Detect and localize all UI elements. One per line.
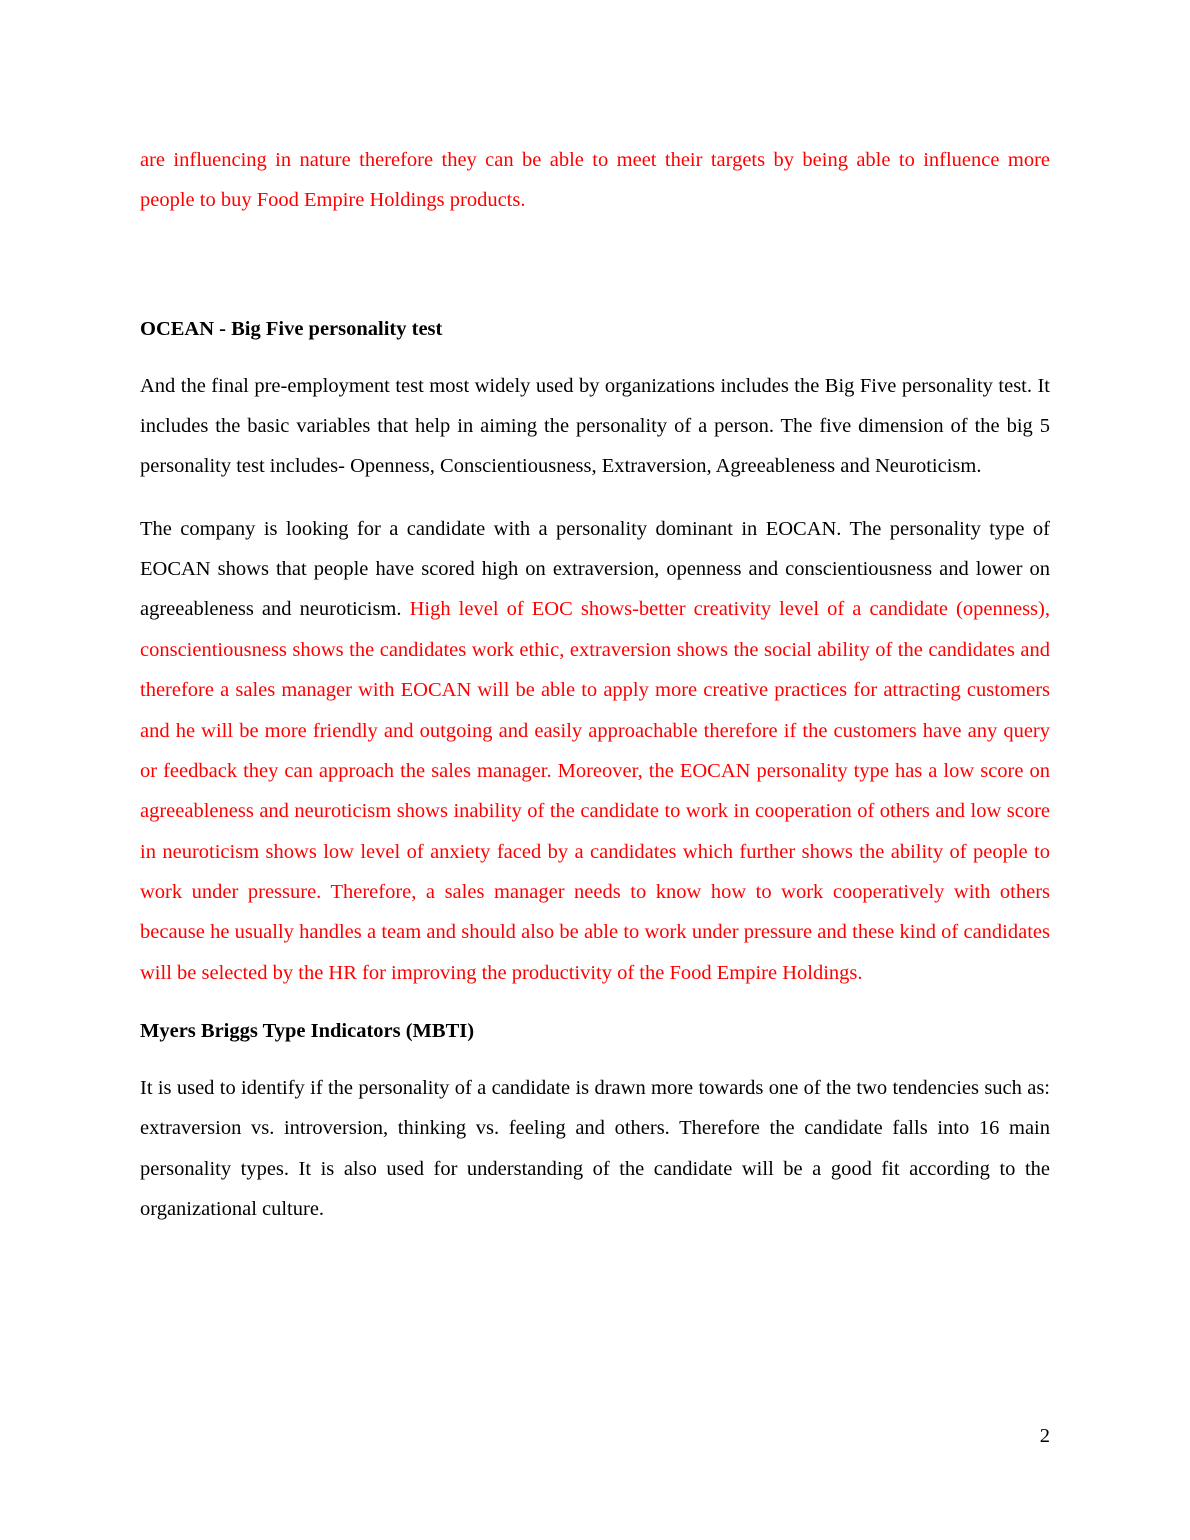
page-number: 2 (1039, 1425, 1050, 1447)
paragraph-big-five-intro: And the final pre-employment test most widely used by organizations includes the Big Five personality test. It includes the basic variables that help in aiming the personality of a person. The five dimension of the big 5 personality test includes- Openness, Conscientiousness, Extraversion, Agreeableness and Neuroticism. (140, 374, 1050, 478)
heading-ocean-big-five: OCEAN - Big Five personality test (140, 317, 443, 340)
paragraph-eocan-red-run: High level of EOC shows-better creativity level of a candidate (openness), conscientiousness shows the candidates work ethic, extraversion shows the social ability of the candidates and therefore a sales manager with EOCAN will be able to apply more creative practices for attracting customers and he will be more friendly and outgoing and easily approachable therefore if the customers have any query or feedback they can approach the sales manager. Moreover, the EOCAN personality type has a low score on agreeableness and neuroticism shows inability of the candidate to work in cooperation of others and low score in neuroticism shows low level of anxiety faced by a candidates which further shows the ability of people to work under pressure. Therefore, a sales manager needs to know how to work cooperatively with others because he usually handles a team and should also be able to work under pressure and these kind of candidates will be selected by the HR for improving the productivity of the Food Empire Holdings. (140, 598, 1050, 984)
section-spacer (140, 243, 1050, 313)
document-body (140, 140, 1050, 1229)
heading-mbti: Myers Briggs Type Indicators (MBTI) (140, 1020, 475, 1043)
paragraph-mbti: It is used to identify if the personality of a candidate is drawn more towards one of the two tendencies such as: extraversion vs. introversion, thinking vs. feeling and others. Therefore the candidate falls into 16 main personality types. It is also used for understanding of the candidate will be a good fit according to the organizational culture. (140, 1076, 1050, 1221)
paragraph-continuation: are influencing in nature therefore they can be able to meet their targets by being able to influence more people to buy Food Empire Holdings products. (140, 149, 1050, 212)
paragraph-eocan-black-run: The company is looking for a candidate with a personality dominant in EOCAN. The personality type of EOCAN shows that people have scored high on extraversion, openness and conscientiousness and lower on agreeableness and neuroticism. (140, 517, 1050, 621)
paragraph-eocan (140, 509, 1050, 994)
